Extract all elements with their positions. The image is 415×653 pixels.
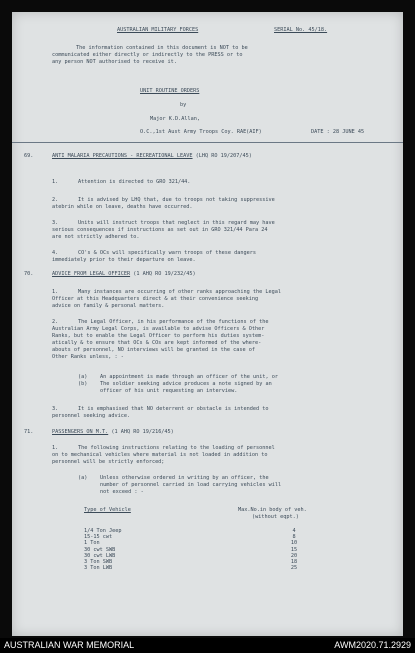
table-cell: 15-15 cwt [84,534,113,541]
para-line: An appointment is made through an officer of the unit, or [100,374,279,380]
para-line: number of personnel carried in load carrying vehicles will [100,482,282,488]
para-line: CO's & OCs will specifically warn troops of these dangers [78,250,257,256]
table-cell: 3 Ton SWB [84,559,113,566]
sub-para-label: (a) [78,475,88,481]
para-number: 1. [52,289,59,295]
notice-line-2: communicated either directly or indirectly to the PRESS or to [52,52,243,58]
para-line: It is advised by LHQ that, due to troops not taking suppressive [78,197,275,203]
sub-para-label: (a) [78,374,88,380]
section-heading: ANTI MALARIA PRECAUTIONS - RECREATIONAL LEAVE (LHQ RO 19/207/45) [52,153,252,159]
vehicle-max-column [284,528,304,571]
para-line: personnel will be strictly enforced; [52,459,165,465]
para-number: 1. [52,179,59,185]
table-cell: 1/4 Ton Jeep [84,528,122,534]
table-cell: 4 [292,528,296,534]
document-page [12,12,403,636]
section-number: 70. [24,271,34,277]
table-cell: 25 [290,565,298,572]
para-line: It is emphasised that NO deterrent or obstacle is intended to [78,406,269,412]
para-number: 1. [52,445,59,451]
para-line: The following instructions relating to the loading of personnel [78,445,275,451]
table-col-header-max: Max.No.in body of veh. [238,507,307,513]
sub-para-label: (b) [78,381,88,387]
archive-footer [0,638,415,653]
para-line: Attention is directed to GRO 321/44. [78,179,191,185]
para-line: Other Ranks unless, : - [52,354,124,360]
table-cell: 10 [290,540,298,547]
para-line: atically & to ensure that OCs & COs are kept informed of the where- [52,340,262,346]
para-line: Australian Army Legal Corps, is available to advise Officers & Other [52,326,265,332]
para-line: Units will instruct troops that neglect in this regard may have [78,220,275,226]
notice-line-3: any person NOT authorised to receive it. [52,59,177,65]
table-cell: 30 cwt SWB [84,546,116,553]
para-number: 3. [52,406,59,412]
officer-name: Major K.D.Allan, [150,116,200,122]
table-cell: 3 Ton LWB [84,565,113,572]
para-line: are not strictly adhered to. [52,234,140,240]
table-cell: 18 [290,559,298,566]
para-line: immediately prior to their departure on leave. [52,257,196,263]
by-label: by [180,102,187,108]
para-line: on to mechanical vehicles where material is not loaded in addition to [52,452,268,458]
section-heading: ADVICE FROM LEGAL OFFICER (1 AHQ RO 19/232/45) [52,271,196,277]
para-line: Officer at this Headquarters direct & at their convenience seeking [52,296,259,302]
document-title: UNIT ROUTINE ORDERS [140,88,200,94]
para-line: advice on family & personal matters. [52,303,165,309]
vehicle-type-column [84,528,121,571]
para-number: 2. [52,197,59,203]
org-heading: AUSTRALIAN MILITARY FORCES [117,27,199,33]
table-cell: 20 [290,552,298,559]
institution-name: AUSTRALIAN WAR MEMORIAL [4,640,135,650]
para-line: Ranks, but to enable the Legal Officer to perform his duties system- [52,333,265,339]
para-line: The Legal Officer, in his performance of the functions of the [78,319,269,325]
section-number: 71. [24,429,34,435]
para-line: atebrin while on leave, deaths have occurred. [52,204,193,210]
para-number: 2. [52,319,59,325]
para-number: 3. [52,220,59,226]
table-cell: 8 [292,534,296,541]
table-cell: 15 [290,546,298,553]
table-col-subheader: (without eqpt.) [252,514,299,520]
para-line: Many instances are occurring of other ranks approaching the Legal [78,289,282,295]
table-cell: 30 cwt LWB [84,552,116,559]
para-line: The soldier seeking advice produces a note signed by an [100,381,272,387]
para-line: personnel seeking advice. [52,413,131,419]
para-line: abouts of personnel, NO interviews will be granted in the case of [52,347,256,353]
section-heading: PASSENGERS ON M.T. (1 AHQ RO 19/216/45) [52,429,174,435]
table-col-header-type: Type of Vehicle [84,507,131,513]
order-date: DATE : 28 JUNE 45 [311,129,365,135]
serial-number: SERIAL No. 45/18. [274,27,328,33]
table-cell: 1 Ton [84,540,100,547]
para-line: serious consequences if instructions as set out in GRO 321/44 Para 24 [52,227,268,233]
para-line: officer of his unit requesting an interview. [100,388,238,394]
para-line: Unless otherwise ordered in writing by an officer, the [100,475,269,481]
accession-number: AWM2020.71.2929 [334,640,411,650]
unit-name: O.C.,1st Aust Army Troops Coy. RAE(AIF) [140,129,262,135]
header-divider [12,142,403,143]
para-line: not exceed : - [100,489,144,495]
para-number: 4. [52,250,59,256]
section-number: 69. [24,153,34,159]
notice-line-1: The information contained in this document is NOT to be [76,45,248,51]
